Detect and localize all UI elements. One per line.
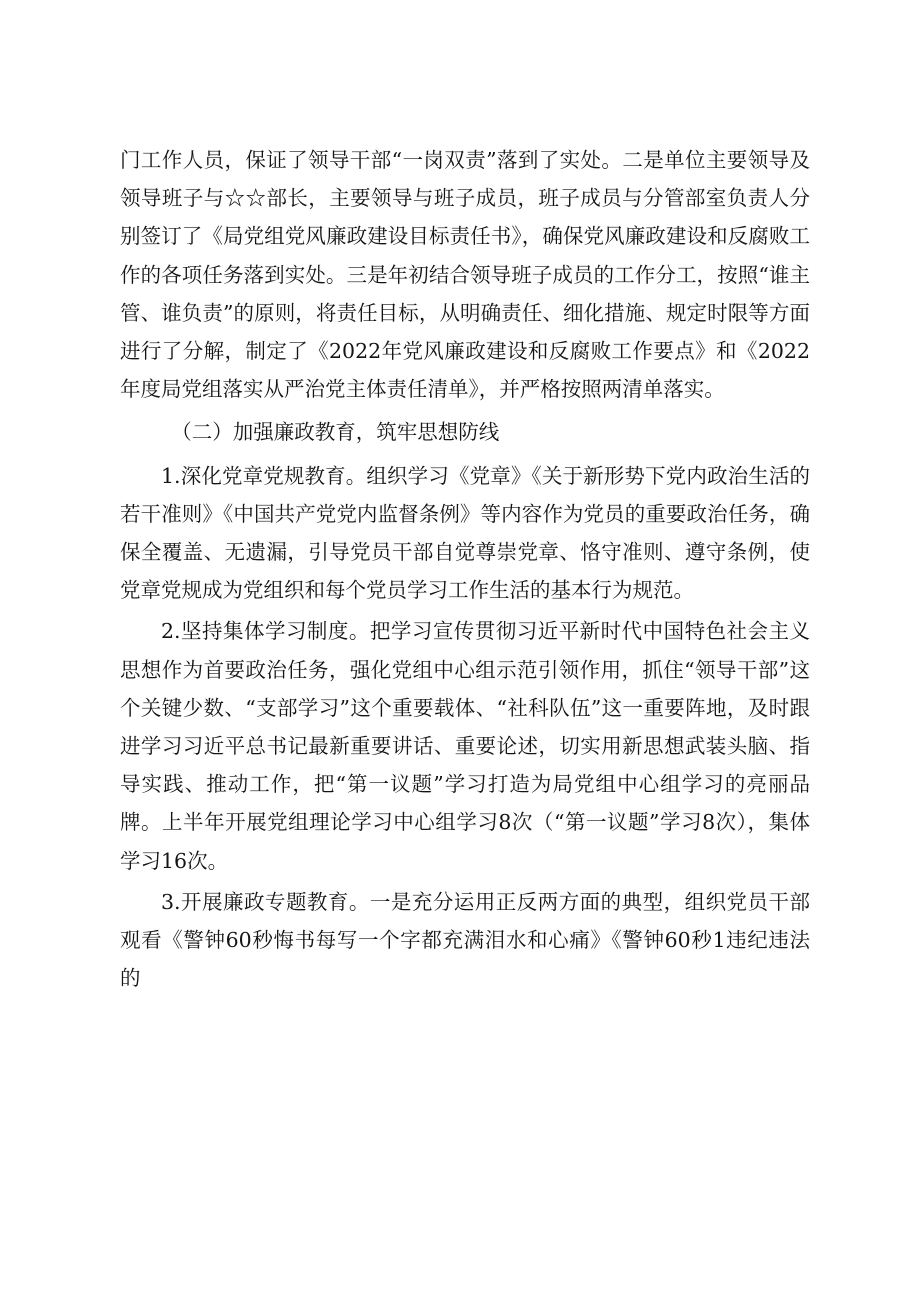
section-heading: （二）加强廉政教育，筑牢思想防线 — [171, 420, 500, 445]
paragraph-intro: 门工作人员，保证了领导干部“一岗双责”落到了实处。二是单位主要领导及领导班子与☆☆部长，主要领导与班子成员，班子成员与分管部室负责人分别签订了《局党组党风廉政建设目标责任书》，确保党风廉政建设和反腐败工作的各项任务落到实处。三是年初结合领导班子成员的工作分工，按照“谁主管、谁负责”的原则，将责任目标，从明确责任、细化措施、规定时限等方面进行了分解，制定了《2022年党风廉政建设和反腐败工作要点》和《2022年度局党组落实从严治党主体责任清单》，并严格按照两清单落实。 — [120, 148, 810, 402]
document-body — [120, 141, 810, 997]
paragraph-item-3: 3.开展廉政专题教育。一是充分运用正反两方面的典型，组织党员干部观看《警钟60秒悔书每写一个字都充满泪水和心痛》《警钟60秒1违纪违法的 — [120, 889, 810, 991]
paragraph-item-1: 1.深化党章党规教育。组织学习《党章》《关于新形势下党内政治生活的若干准则》《中国共产党党内监督条例》等内容作为党员的重要政治任务，确保全覆盖、无遗漏，引导党员干部自觉尊崇党章、恪守准则、遵守条例，使党章党规成为党组织和每个党员学习工作生活的基本行为规范。 — [120, 463, 810, 603]
paragraph-item-2: 2.坚持集体学习制度。把学习宣传贯彻习近平新时代中国特色社会主义思想作为首要政治任务，强化党组中心组示范引领作用，抓住“领导干部”这个关键少数、“支部学习”这个重要载体、“社科队伍”这一重要阵地，及时跟进学习习近平总书记最新重要讲话、重要论述，切实用新思想武装头脑、指导实践、推动工作，把“第一议题”学习打造为局党组中心组学习的亮丽品牌。上半年开展党组理论学习中心组学习8次（“第一议题”学习8次），集体学习16次。 — [120, 619, 810, 873]
